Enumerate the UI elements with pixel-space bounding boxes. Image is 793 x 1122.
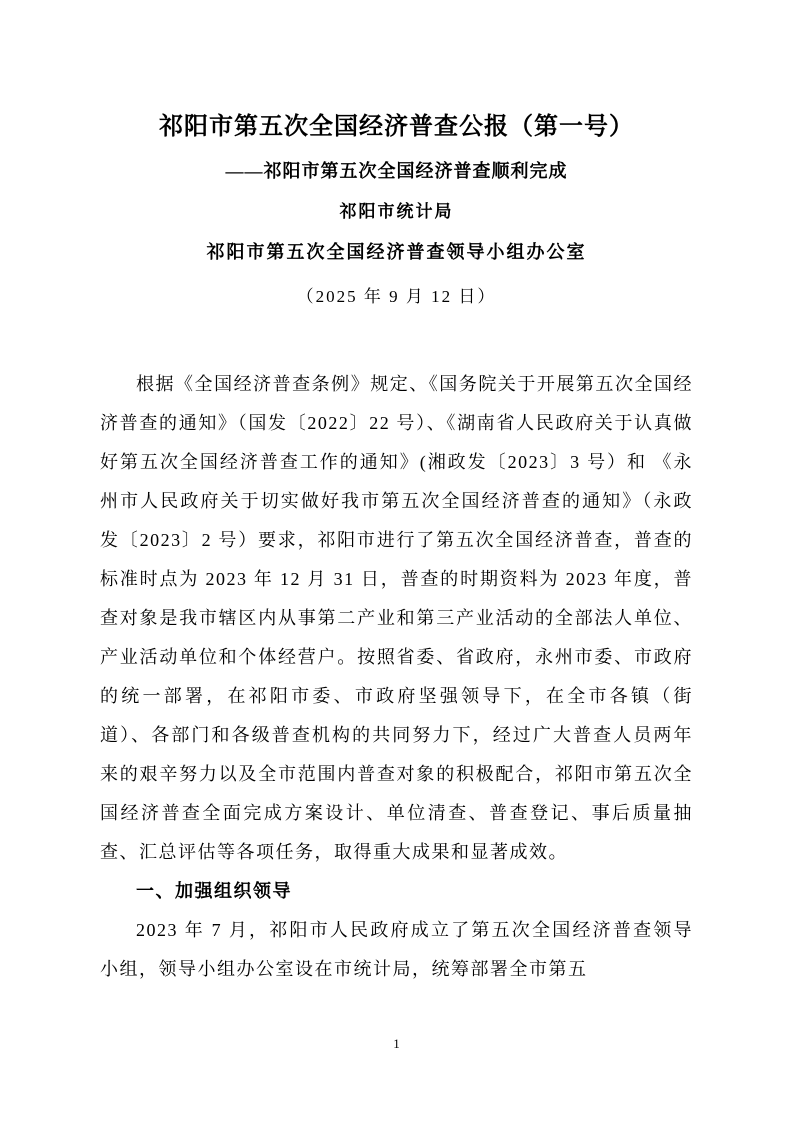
page-number: 1 (393, 1036, 400, 1051)
document-subtitle: ——祁阳市第五次全国经济普查顺利完成 (225, 161, 568, 182)
issuer-line-census-leading-group-office: 祁阳市第五次全国经济普查领导小组办公室 (206, 242, 587, 263)
paragraph-intro: 根据《全国经济普查条例》规定、《国务院关于开展第五次全国经济普查的通知》（国发〔2022〕22 号）、《湖南省人民政府关于认真做好第五次全国经济普查工作的通知》(湘政发〔2023〕3 号）和 《永州市人民政府关于切实做好我市第五次全国经济普查的通知》（永政发〔2023〕2 号）要求，祁阳市进行了第五次全国经济普查，普查的标准时点为 2023 年 12 月 31 日，普查的时期资料为 2023 年度，普查对象是我市辖区内从事第二产业和第三产业活动的全部法人单位、产业活动单位和个体经营户。按照省委、省政府，永州市委、市政府的统一部署，在祁阳市委、市政府坚强领导下，在全市各镇（街道）、各部门和各级普查机构的共同努力下，经过广大普查人员两年来的艰辛努力以及全市范围内普查对象的积极配合，祁阳市第五次全国经济普查全面完成方案设计、单位清查、普查登记、事后质量抽查、汇总评估等各项任务，取得重大成果和显著成效。 (100, 374, 693, 863)
paragraph-section-1: 2023 年 7 月，祁阳市人民政府成立了第五次全国经济普查领导小组，领导小组办公室设在市统计局，统筹部署全市第五 (100, 920, 693, 980)
document-body (100, 365, 693, 989)
document-date: （2025 年 9 月 12 日） (296, 287, 497, 307)
issuer-line-statistics-bureau: 祁阳市统计局 (339, 202, 454, 222)
section-heading-1: 一、加强组织领导 (136, 881, 292, 902)
document-title: 祁阳市第五次全国经济普查公报（第一号） (159, 114, 634, 140)
